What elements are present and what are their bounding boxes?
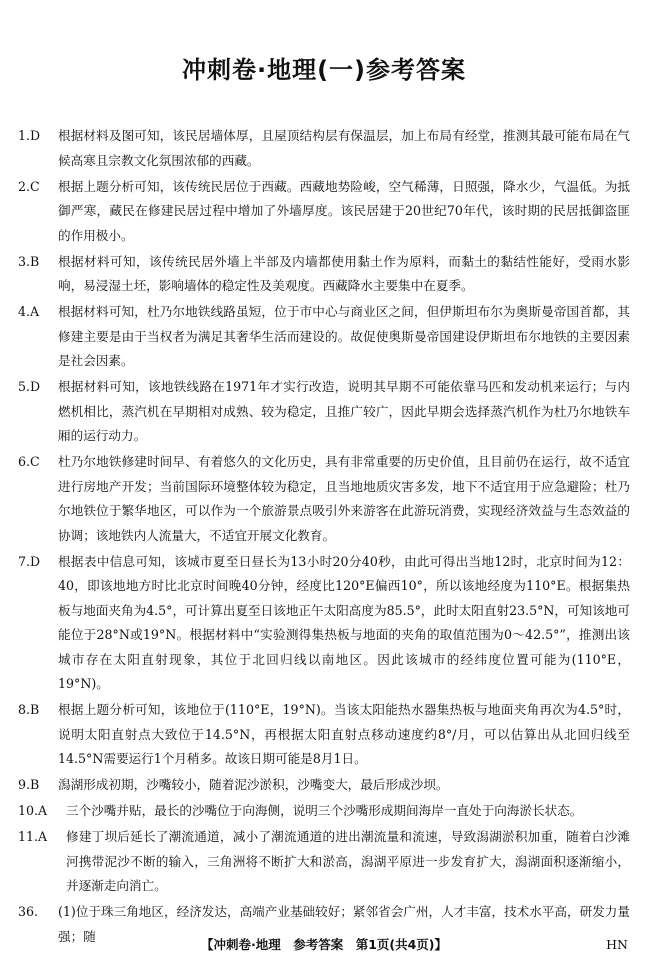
answer-number: 1.D [18, 128, 41, 143]
answer-number: 11.A [18, 829, 48, 844]
footer-page-info: 【冲刺卷·地理 参考答案 第1页(共4页)】 [200, 937, 448, 952]
answer-number: 3.B [18, 253, 40, 269]
answer-text: 根据材料可知，杜乃尔地铁线路虽短，位于市中心与商业区之间，但伊斯坦布尔为奥斯曼帝国首都，其修建主要是由于当权者为满足其奢华生活而建设的。故促使奥斯曼帝国建设伊斯坦布尔地铁的主要因素是社会因素。 [58, 304, 630, 368]
answer-text: 修建丁坝后延长了潮流通道，减小了潮流通道的进出潮流量和流速，导致潟湖淤积加重，随着白沙滩河携带泥沙不断的输入，三角洲将不断扩大和淤高，潟湖平原进一步发育扩大，潟湖面积逐渐缩小，并逐渐走向消亡。 [66, 829, 630, 893]
answer-number: 7.D [18, 553, 41, 569]
answer-text: 根据材料可知，该传统民居外墙上半部及内墙都使用黏土作为原料，而黏土的黏结性能好，受雨水影响，易浸湿土坯，影响墙体的稳定性及美观度。西藏降水主要集中在夏季。 [58, 253, 630, 293]
answer-item [18, 550, 630, 697]
answer-item [18, 450, 630, 548]
answer-item [18, 698, 630, 772]
answer-text: 根据上题分析可知，该传统民居位于西藏。西藏地势险峻，空气稀薄，日照强，降水少，气温低。为抵御严寒，藏民在修建民居过程中增加了外墙厚度。该民居建于20世纪70年代，该时期的民居抵御盗匪的作用极小。 [58, 178, 630, 243]
answer-item [18, 773, 630, 798]
answer-text: 根据材料及图可知，该民居墙体厚，且屋顶结构层有保温层，加上布局有经堂，推测其最可能布局在气候高寒且宗教文化氛围浓郁的西藏。 [58, 128, 630, 168]
answer-number: 6.C [18, 454, 40, 469]
answer-number: 9.B [18, 777, 40, 792]
answer-number: 2.C [18, 178, 40, 194]
answer-item [18, 799, 630, 824]
answer-number: 5.D [18, 379, 41, 394]
answer-number: 10.A [18, 803, 48, 818]
answer-text: 根据材料可知，该地铁线路在1971年才实行改造，说明其早期不可能依靠马匹和发动机来运行；与内燃机相比，蒸汽机在早期相对成熟、较为稳定，且推广较广，因此早期会选择蒸汽机作为杜乃尔地铁车厢的运行动力。 [58, 379, 630, 443]
answer-number: 8.B [18, 702, 40, 717]
answer-number: 4.A [18, 304, 40, 319]
answer-item [18, 124, 630, 173]
answer-text: 杜乃尔地铁修建时间早、有着悠久的文化历史，具有非常重要的历史价值，且目前仍在运行，故不适宜进行房地产开发；当前国际环境整体较为稳定，且当地地质灾害多发，地下不适宜用于应急避险；杜乃尔地铁位于繁华地区，可以作为一个旅游景点吸引外来游客在此游玩消费，实现经济效益与生态效益的协调；该地铁内人流量大，不适宜开展文化教育。 [58, 454, 630, 543]
answer-item [18, 825, 630, 899]
footer-region-code: HN [606, 937, 628, 952]
answer-item [18, 250, 630, 299]
answer-item [18, 300, 630, 374]
page-footer [0, 935, 648, 955]
answer-text: 三个沙嘴并贴，最长的沙嘴位于向海侧，说明三个沙嘴形成期间海岸一直处于向海淤长状态。 [66, 803, 583, 818]
page-title: 冲刺卷·地理(一)参考答案 [181, 56, 467, 84]
answer-list [18, 124, 630, 951]
answer-text: 根据表中信息可知，该城市夏至日昼长为13小时20分40秒，由此可得出当地12时，北京时间为12：40，即该地地方时比北京时间晚40分钟，经度比120°E偏西10°，所以该地经度为110°E。根据集热板与地面夹角为4.5°，可计算出夏至日该地正午太阳高度为85.5°，此时太阳直射23.5°N，可知该地可能位于28°N或19°N。根据材料中“实验测得集热板与地面的夹角的取值范围为0～42.5°”，推测出该城市存在太阳直射现象，其位于北回归线以南地区。因此该城市的经纬度位置可能为(110°E，19°N)。 [58, 553, 630, 691]
answer-text: 潟湖形成初期，沙嘴较小，随着泥沙淤积，沙嘴变大，最后形成沙坝。 [58, 777, 449, 792]
answer-text: 根据上题分析可知，该地位于(110°E，19°N)。当该太阳能热水器集热板与地面夹角再次为4.5°时，说明太阳直射点大致位于14.5°N，再根据太阳直射点移动速度约8°/月，可以估算出从北回归线至14.5°N需要运行1个月稍多。故该日期可能是8月1日。 [58, 702, 630, 766]
answer-item [18, 375, 630, 449]
answer-number: 36. [18, 904, 39, 919]
answer-text: (1)位于珠三角地区，经济发达，高端产业基础较好；紧邻省会广州，人才丰富，技术水平高，研发力量强；随 [58, 904, 630, 944]
answer-item [18, 175, 630, 249]
